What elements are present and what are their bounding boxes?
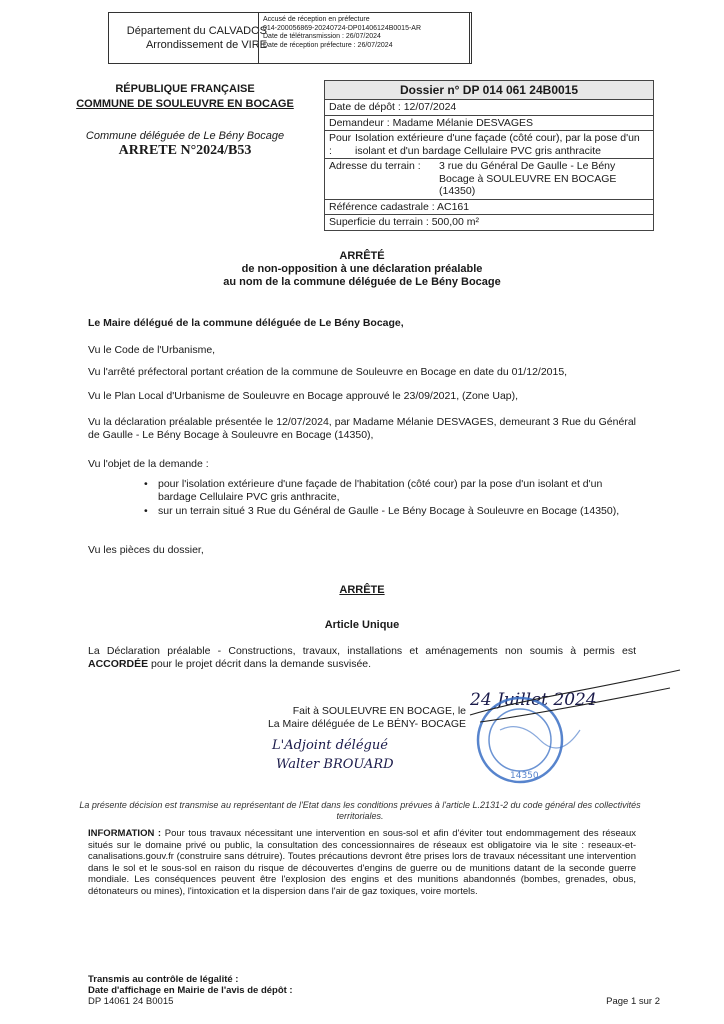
arrete-line2: de non-opposition à une déclaration préalable: [241, 263, 483, 275]
vu-plu: Vu le Plan Local d'Urbanisme de Souleuvre en Bocage approuvé le 23/09/2021, (Zone Uap),: [88, 390, 519, 402]
dossier-box: [324, 80, 654, 231]
svg-text:14350: 14350: [510, 771, 539, 781]
decision-pre: La Déclaration préalable - Constructions, travaux, installations et aménagements non soumis à permis est: [88, 645, 636, 657]
adresse-value: 3 rue du Général De Gaulle - Le Bény Bocage à SOULEUVRE EN BOCAGE (14350): [439, 160, 617, 197]
pour-label: Pour :: [329, 132, 352, 157]
arrete-title: [60, 250, 664, 289]
receipt-line: Date de réception préfecture : 26/07/2024: [263, 41, 393, 49]
arrete-line1: ARRÊTÉ: [339, 250, 385, 262]
official-stamp-and-signature: [440, 660, 690, 800]
receipt-line: 014-200056869-20240724-DP01406124B0015-AR: [263, 24, 422, 32]
arrete-line3: au nom de la commune déléguée de Le Bény Bocage: [223, 276, 501, 288]
decision-accordee: ACCORDÉE: [88, 658, 149, 670]
info-label: INFORMATION :: [88, 828, 162, 839]
footer-line2: Date d'affichage en Mairie de l'avis de dépôt :: [88, 985, 293, 996]
page-number: Page 1 sur 2: [606, 996, 660, 1007]
arrete-number: ARRETE N°2024/B53: [118, 143, 252, 158]
commune: COMMUNE DE SOULEUVRE EN BOCAGE: [76, 98, 294, 110]
signature-block: [180, 705, 466, 731]
handwritten-name: Walter BROUARD: [276, 757, 394, 772]
pour-row: [325, 131, 653, 159]
republique: RÉPUBLIQUE FRANÇAISE: [115, 83, 255, 95]
transmission-notice: La présente décision est transmise au représentant de l'Etat dans les conditions prévues à l'article L.2131-2 du code général des collectivités territoriales.: [79, 800, 641, 821]
vu-pieces: Vu les pièces du dossier,: [88, 544, 204, 556]
pour-value: Isolation extérieure d'une façade (côté cour), par la pose d'un isolant et d'un bardage Cellulaire PVC gris anthracite: [355, 132, 640, 157]
arrondissement: Arrondissement de VIRE: [145, 39, 267, 51]
republic-block: [60, 82, 310, 112]
arrete-heading: ARRÊTE: [339, 584, 385, 596]
footer-line1: Transmis au contrôle de légalité :: [88, 974, 239, 985]
superficie: Superficie du terrain : 500,00 m²: [329, 216, 479, 228]
footer-line3: DP 14061 24 B0015: [88, 996, 174, 1007]
receipt-stamp: [258, 12, 470, 64]
vu-objet: Vu l'objet de la demande :: [88, 458, 209, 470]
reference-cadastrale: Référence cadastrale : AC161: [325, 200, 653, 216]
departement: Département du CALVADOS: [126, 25, 267, 37]
handwritten-adjoint: L'Adjoint délégué: [272, 738, 388, 753]
handwritten-date: 24 Juillet 2024: [470, 690, 597, 710]
receipt-line: Date de télétransmission : 26/07/2024: [263, 33, 381, 41]
vu-arrete-prefectoral: Vu l'arrêté préfectoral portant création de la commune de Souleuvre en Bocage en date du 01/12/2015,: [88, 366, 568, 378]
fait-a: Fait à SOULEUVRE EN BOCAGE, le: [292, 705, 466, 717]
list-item: • pour l'isolation extérieure d'une façade de l'habitation (côté cour) par la pose d'un isolant et d'un bardage Cellulaire PVC gris anthracite,: [140, 478, 636, 504]
vu-declaration: Vu la déclaration préalable présentée le 12/07/2024, par Madame Mélanie DESVAGES, demeurant 3 Rue du Général de Gaulle - Le Bény Bocage à Souleuvre en Bocage (14350),: [88, 416, 636, 441]
decision-post: pour le projet décrit dans la demande susvisée.: [148, 658, 372, 670]
commune-deleguee: Commune déléguée de Le Bény Bocage: [85, 130, 285, 142]
list-item: • sur un terrain situé 3 Rue du Général de Gaulle - Le Bény Bocage à Souleuvre en Bocage (14350),: [140, 505, 636, 518]
demandeur: Demandeur : Madame Mélanie DESVAGES: [325, 116, 653, 132]
adresse-row: [325, 159, 653, 200]
maire-statement: Le Maire délégué de la commune déléguée de Le Bény Bocage,: [88, 317, 404, 329]
maire-deleguee: La Maire déléguée de Le BÉNY- BOCAGE: [267, 718, 466, 730]
article-unique: Article Unique: [324, 619, 400, 631]
objet-list: [140, 478, 636, 519]
vu-code: Vu le Code de l'Urbanisme,: [88, 344, 216, 356]
info-text: Pour tous travaux nécessitant une intervention en sous-sol et afin d'éviter tout endommagement des réseaux situés sur le domaine privé ou public, la consultation des concessionnaires de réseaux est obligatoire via le site : reseaux-et-canalisations.gouv.fr (construire sans détruire). Toutes précautions devront être prises lors de travaux nécessitant une intervention dans le sol et le sous-sol en raison du risque de découvertes d'engins de guerre ou de munitions datant de la seconde guerre mondiale. Les conséquences peuvent être l'explosion des engins et des munitions abandonnés (bombes, grenades, obus, détonateurs ou mines), l'intoxication et la dispersion dans l'air de gaz toxiques, voire mortels.: [88, 828, 636, 897]
dossier-title: Dossier n° DP 014 061 24B0015: [325, 81, 653, 100]
receipt-line: Accusé de réception en préfecture: [263, 16, 370, 23]
information-paragraph: [88, 828, 636, 897]
adresse-label: Adresse du terrain :: [329, 160, 421, 172]
footer-block: [88, 974, 368, 1007]
date-depot: Date de dépôt : 12/07/2024: [325, 100, 653, 116]
department-block: [112, 24, 267, 52]
